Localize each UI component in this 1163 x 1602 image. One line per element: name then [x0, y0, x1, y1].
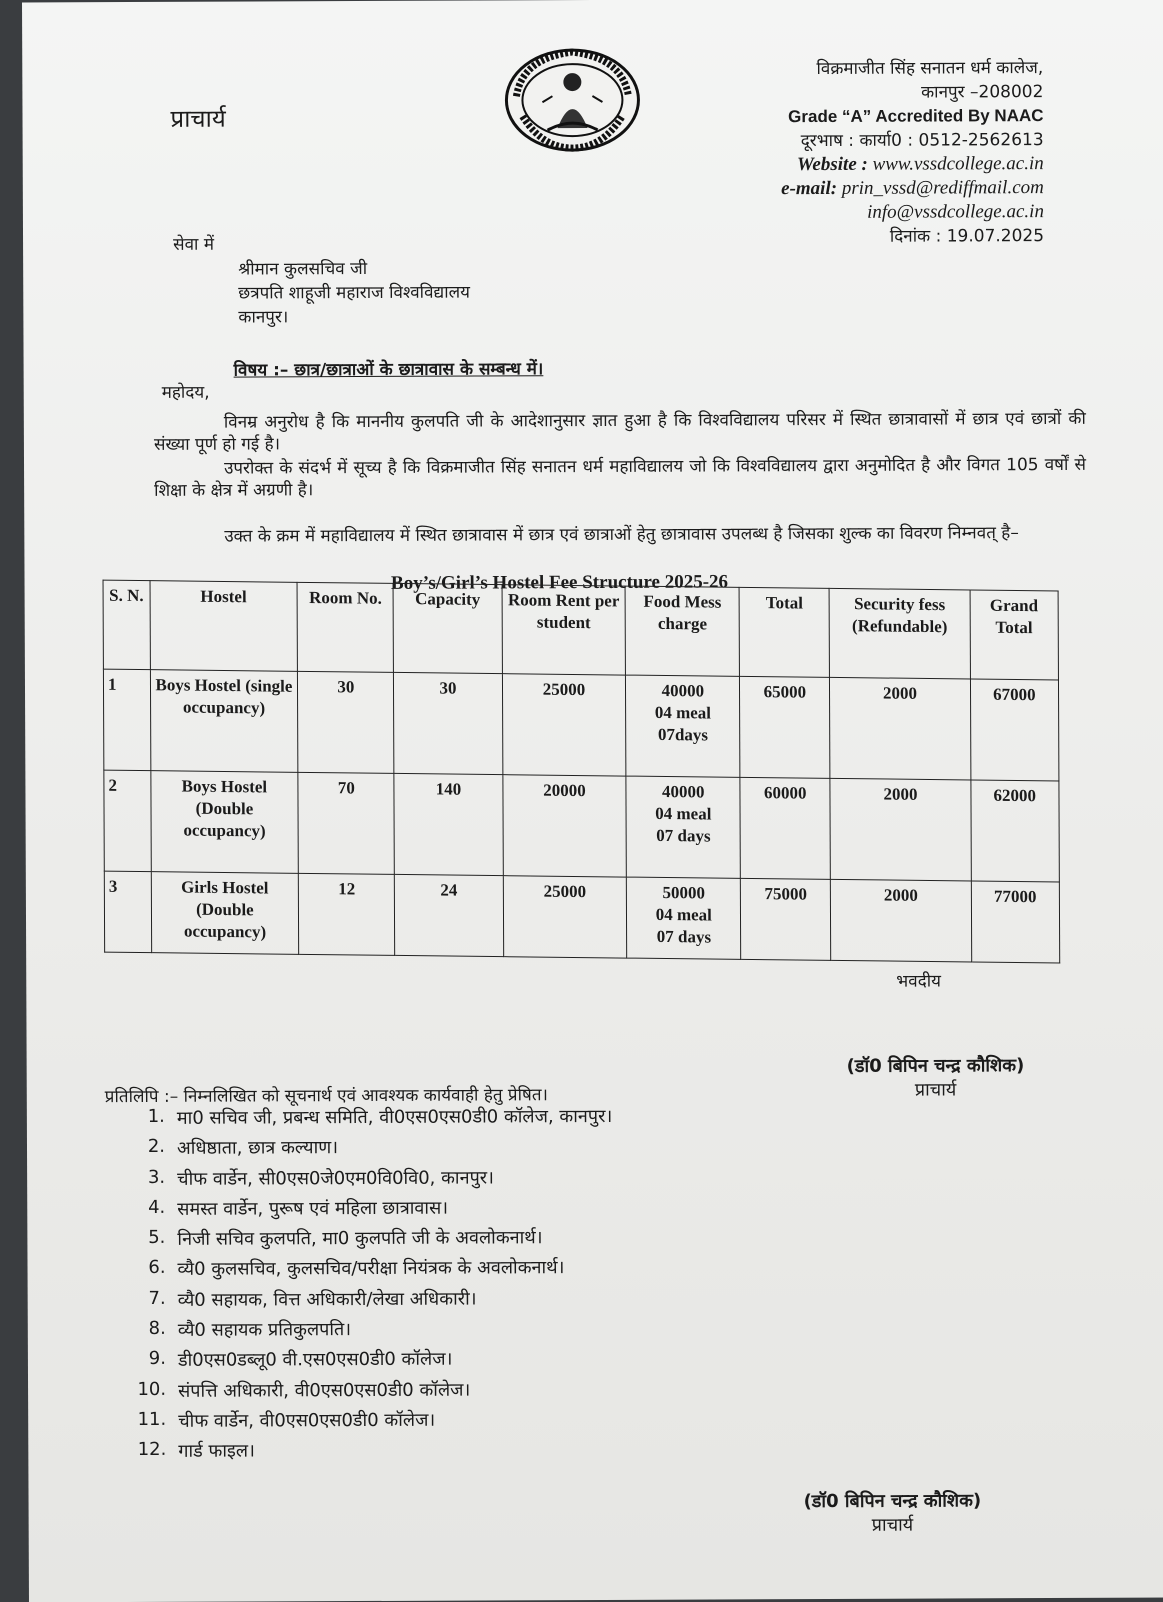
header-room-rent: Room Rent per student [502, 585, 626, 675]
list-item [106, 1377, 614, 1410]
cell-security: 2000 [830, 677, 971, 780]
list-item-number: 2. [147, 1136, 166, 1158]
list-item-text: चीफ वार्डेन, सी0एस0जे0एम0वि0वि0, कानपुर। [177, 1167, 495, 1190]
cell-total: 75000 [741, 878, 832, 960]
cell-grand-total: 62000 [971, 780, 1060, 882]
list-item-number: 12. [137, 1439, 167, 1461]
cell-room-rent: 25000 [503, 876, 627, 958]
list-item [105, 1195, 613, 1228]
accreditation: Grade “A” Accredited By NAAC [788, 106, 1044, 127]
website-link[interactable]: www.vssdcollege.ac.in [872, 153, 1044, 175]
subject-line: विषय :– छात्र/छात्राओं के छात्रावास के सम्बन्ध में। [233, 359, 544, 381]
signatory-designation: प्राचार्य [914, 1079, 957, 1101]
header-room-no: Room No. [297, 582, 393, 672]
website-label: Website : [796, 153, 868, 176]
college-name: विक्रमाजीत सिंह सनातन धर्म कालेज, [816, 58, 1044, 80]
signatory-designation: प्राचार्य [871, 1514, 914, 1536]
body-paragraph-1 [154, 408, 1086, 456]
cell-sn: 1 [103, 669, 150, 771]
header-total: Total [739, 587, 830, 677]
cell-room-no: 70 [298, 772, 395, 874]
list-item-number: 4. [148, 1196, 166, 1218]
list-item [105, 1255, 613, 1288]
food-amount: 40000 [661, 680, 705, 701]
cell-grand-total: 67000 [970, 679, 1059, 781]
list-item-number: 1. [147, 1105, 165, 1127]
cell-capacity: 30 [394, 672, 503, 774]
list-item-text: निजी सचिव कुलपति, मा0 कुलपति जी के अवलोकनार्थ। [177, 1227, 543, 1251]
cell-hostel: Boys Hostel (single occupancy) [150, 670, 298, 773]
email-link-secondary[interactable]: info@vssdcollege.ac.in [867, 201, 1044, 223]
cell-food-mess [627, 877, 741, 959]
cell-food-mess [626, 776, 740, 878]
email-label: e-mail: [781, 177, 838, 200]
list-item [105, 1104, 613, 1137]
header-food-mess: Food Mess charge [625, 586, 739, 676]
recipient-line-2: छत्रपति शाहूजी महाराज विश्वविद्यालय [238, 282, 471, 304]
date-line [781, 224, 1044, 249]
list-item [106, 1286, 614, 1319]
list-item-number: 6. [148, 1257, 166, 1279]
recipient-to: सेवा में [173, 234, 215, 255]
body-paragraph-2-text: उपरोक्त के संदर्भ में सूच्य है कि विक्रमाजीत सिंह सनातन धर्म महाविद्यालय जो कि विश्वविद्यालय द्वारा अनुमोदित है और विगत 105 वर्षों से शिक्षा के क्षेत्र में अग्रणी है। [154, 454, 1087, 501]
list-item-text: व्यै0 सहायक प्रतिकुलपति। [177, 1319, 352, 1341]
cell-sn: 3 [104, 871, 151, 953]
salutation: महोदय, [161, 382, 210, 403]
cell-security: 2000 [831, 879, 972, 962]
recipient-address [238, 257, 470, 330]
food-meal: 04 meal [655, 904, 712, 925]
signatory-name: (डॉ0 बिपिन चन्द्र कौशिक) [846, 1055, 1025, 1077]
cell-hostel: Girls Hostel (Double occupancy) [151, 872, 299, 955]
copy-to-list [105, 1104, 614, 1470]
cell-capacity: 140 [394, 773, 503, 875]
list-item-text: समस्त वार्डेन, पुरूष एवं महिला छात्रावास। [177, 1197, 449, 1220]
food-amount: 50000 [662, 882, 705, 903]
phone-label: दूरभाष : कार्या0 : [800, 130, 914, 152]
list-item-number: 7. [148, 1287, 166, 1309]
body-paragraph-3-text: उक्त के क्रम में महाविद्यालय में स्थित छात्रावास में छात्र एवं छात्राओं हेतु छात्रावास उपलब्ध है जिसका शुल्क का विवरण निम्नवत् है– [224, 523, 1019, 547]
list-item-number: 9. [148, 1348, 166, 1370]
food-days: 07 days [656, 926, 712, 947]
email-line [781, 176, 1044, 201]
table-row [104, 770, 1059, 882]
date-value: 19.07.2025 [946, 226, 1045, 247]
body-paragraph-3 [154, 522, 1086, 548]
header-capacity: Capacity [393, 583, 502, 673]
cell-grand-total: 77000 [971, 881, 1060, 963]
food-days: 07 days [656, 825, 711, 846]
list-item-number: 3. [147, 1166, 166, 1188]
copy-to-intro: प्रतिलिपि :– निम्नलिखित को सूचनार्थ एवं आवश्यक कार्यवाही हेतु प्रेषित। [104, 1085, 548, 1108]
signature-block [847, 1053, 1025, 1102]
list-item-text: मा0 सचिव जी, प्रबन्ध समिति, वी0एस0एस0डी0 कॉलेज, कानपुर। [176, 1105, 613, 1129]
cell-capacity: 24 [395, 874, 504, 956]
list-item-text: संपत्ति अधिकारी, वी0एस0एस0डी0 कॉलेज। [178, 1379, 471, 1402]
cell-total: 65000 [740, 676, 831, 778]
list-item [105, 1134, 613, 1167]
fee-table-title: Boy’s/Girl’s Hostel Fee Structure 2025-26 [390, 571, 729, 594]
website-line [781, 152, 1044, 177]
list-item [106, 1407, 614, 1440]
phone-number: 0512-2562613 [918, 130, 1044, 151]
header-sn: S. N. [103, 580, 150, 670]
header-grand-total: Grand Total [970, 590, 1059, 680]
cell-security: 2000 [830, 778, 971, 881]
cell-room-rent: 25000 [502, 674, 626, 776]
table-row [103, 669, 1058, 781]
letterhead-contact [781, 56, 1045, 249]
cell-room-no: 30 [298, 671, 395, 773]
header-security: Security fess (Refundable) [829, 588, 970, 679]
cell-hostel: Boys Hostel (Double occupancy) [150, 771, 298, 874]
cell-food-mess [626, 675, 740, 777]
letterhead-title: प्राचार्य [170, 104, 226, 133]
body-paragraph-2 [154, 454, 1086, 502]
college-seal-icon [502, 46, 642, 155]
body-paragraph-1-text: विनम्र अनुरोध है कि माननीय कुलपति जी के आदेशानुसार ज्ञात हुआ है कि विश्वविद्यालय परिसर में स्थित छात्रावासों में छात्र एवं छात्रों की संख्या पूर्ण हो गई है। [153, 408, 1086, 455]
cell-sn: 2 [104, 770, 151, 872]
list-item-number: 11. [137, 1408, 167, 1430]
food-amount: 40000 [661, 781, 705, 802]
list-item-text: व्यै0 कुलसचिव, कुलसचिव/परीक्षा नियंत्रक के अवलोकनार्थ। [177, 1257, 565, 1281]
list-item [106, 1437, 614, 1470]
list-item-text: गार्ड फाइल। [178, 1440, 255, 1463]
food-meal: 04 meal [654, 702, 712, 723]
city-pin: कानपुर –208002 [921, 82, 1044, 103]
cell-total: 60000 [740, 777, 831, 879]
food-meal: 04 meal [655, 803, 712, 824]
list-item-text: डी0एस0डब्लू0 वी.एस0एस0डी0 कॉलेज। [177, 1348, 453, 1372]
list-item-number: 8. [148, 1317, 166, 1340]
list-item-text: अधिष्ठाता, छात्र कल्याण। [176, 1137, 339, 1160]
list-item [105, 1225, 613, 1258]
cell-room-rent: 20000 [503, 775, 627, 877]
phone-line [781, 128, 1044, 153]
list-item-text: चीफ वार्डेन, वी0एस0एस0डी0 कॉलेज। [178, 1409, 436, 1432]
signature-block-footer [803, 1488, 981, 1537]
fee-table-header-row [103, 580, 1058, 680]
fee-table [103, 580, 1061, 964]
list-item-number: 10. [137, 1378, 167, 1400]
email-link[interactable]: prin_vssd@rediffmail.com [841, 177, 1044, 199]
list-item [105, 1165, 613, 1198]
date-label: दिनांक : [889, 226, 942, 247]
letter-page [22, 0, 1163, 1602]
table-row [104, 871, 1059, 963]
list-item [106, 1316, 614, 1349]
recipient-line-1: श्रीमान कुलसचिव जी [238, 258, 368, 280]
list-item-text: व्यै0 सहायक, वित्त अधिकारी/लेखा अधिकारी। [177, 1288, 477, 1311]
recipient-line-3: कानपुर। [238, 307, 289, 328]
cell-room-no: 12 [299, 873, 395, 955]
list-item [106, 1346, 614, 1379]
food-days: 07days [657, 724, 709, 745]
header-hostel: Hostel [150, 581, 298, 672]
list-item-number: 5. [148, 1227, 166, 1249]
closing: भवदीय [896, 971, 942, 992]
signatory-name: (डॉ0 बिपिन चन्द्र कौशिक) [803, 1490, 982, 1513]
